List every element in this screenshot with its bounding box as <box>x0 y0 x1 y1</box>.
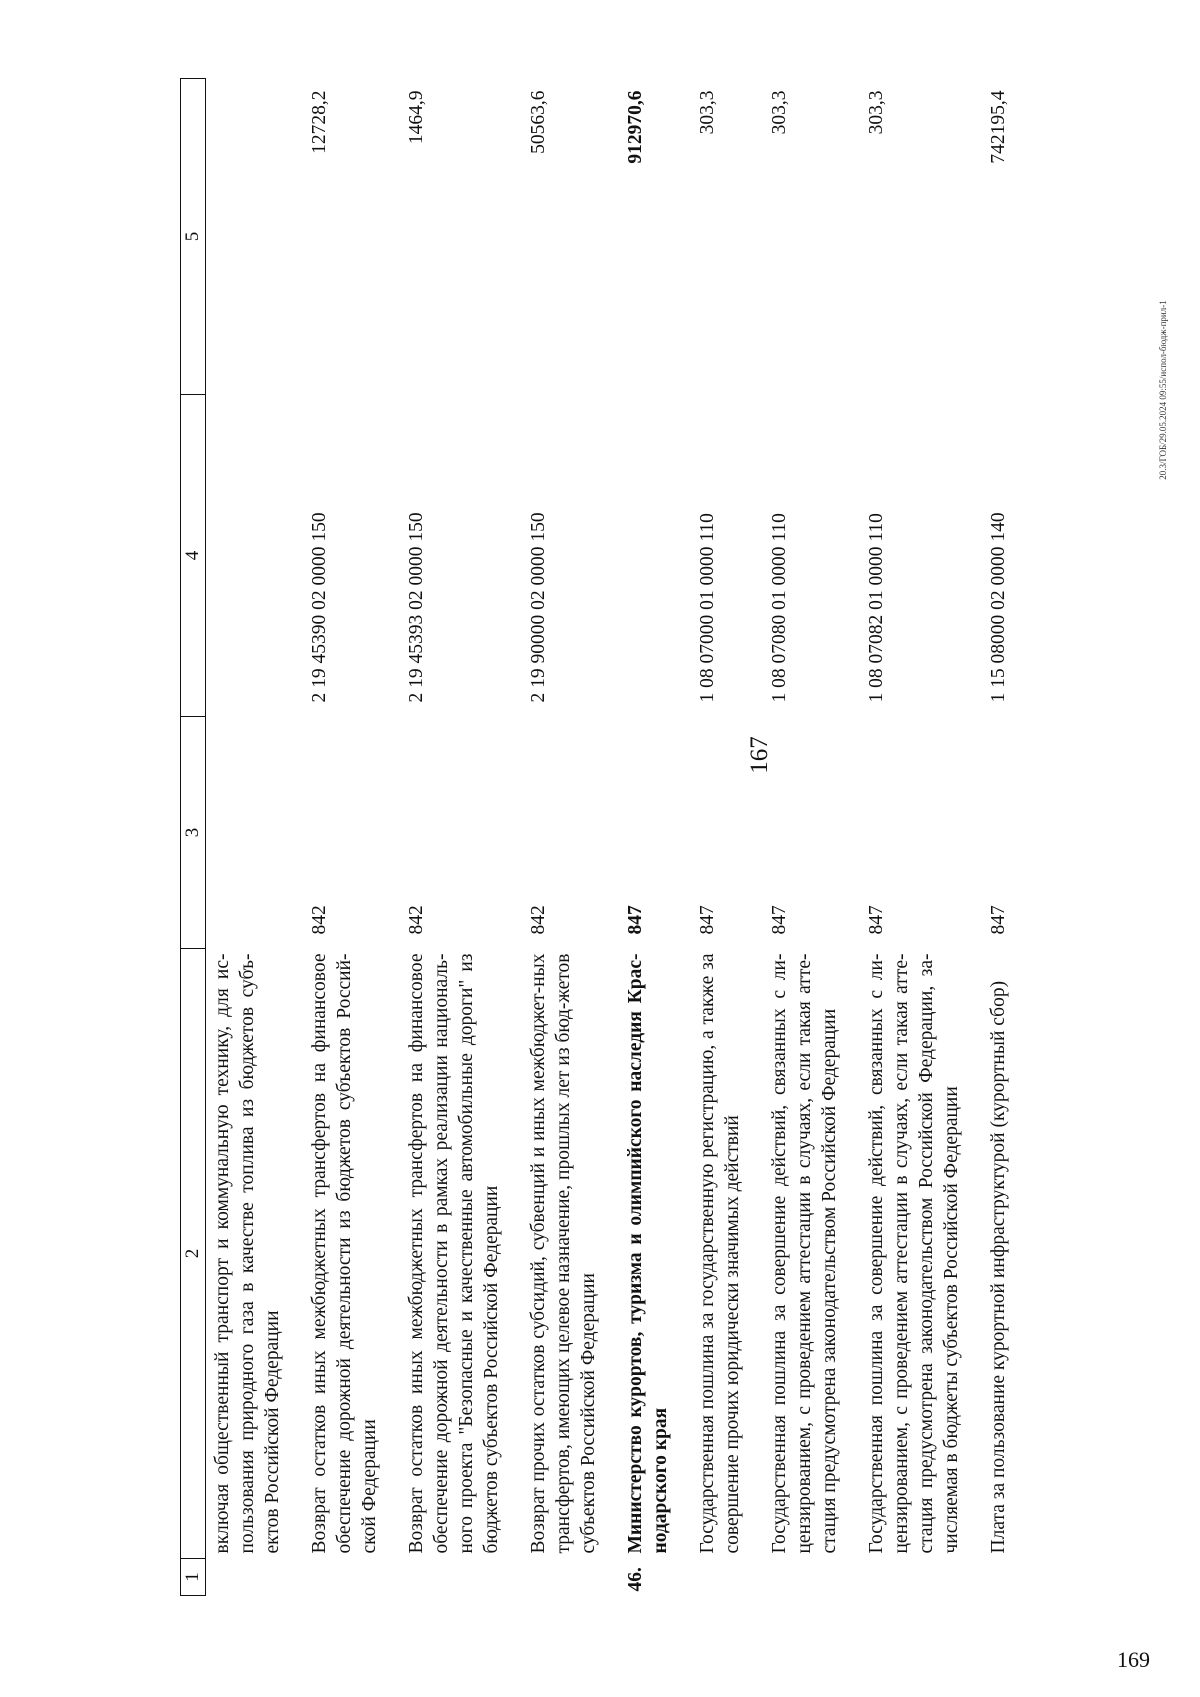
header-col-4: 4 <box>181 395 206 717</box>
row-amount: 1464,9 <box>406 90 427 145</box>
row-description: Министерство курортов, туризма и олимпийского наследия Крас-нодарского края <box>625 953 671 1554</box>
row-description: Государственная пошлина за совершение действий, связанных с ли-цензированием, с проведением аттестации в случаях, если такая атте-стация предусмотрена законодательством Российской Федерации <box>769 953 840 1554</box>
row-description: включая общественный транспорт и коммунальную технику, для ис-пользования природного газа в качестве топлива из бюджетов субъ-ектов Российской Федерации <box>212 953 283 1554</box>
row-description: Плата за пользование курортной инфраструктурой (курортный сбор) <box>988 980 1009 1554</box>
row-revenue-code: 2 19 45390 02 0000 150 <box>309 512 330 703</box>
table-row <box>394 79 516 1596</box>
table-row <box>757 79 854 1596</box>
row-description: Государственная пошлина за совершение действий, связанных с ли-цензированием, с проведением аттестации в случаях, если такая атте-стация предусмотрена законодательством Российской Федерации, за-числяемая в бюджеты субъектов Российской Федерации <box>866 953 962 1554</box>
row-description: Возврат остатков иных межбюджетных трансфертов на финансовое обеспечение дорожной деятельности в рамках реализации националь-ного проекта "Безопасные и качественные автомобильные дороги" из бюджетов субъектов Российской Федерации <box>406 953 502 1554</box>
table-row <box>854 79 976 1596</box>
row-revenue-code: 2 19 45393 02 0000 150 <box>406 512 427 703</box>
row-revenue-code: 1 15 08000 02 0000 140 <box>988 512 1009 703</box>
row-amount: 303,3 <box>866 90 887 135</box>
table-row <box>297 79 394 1596</box>
row-administrator-code <box>206 717 298 949</box>
footer-code: 20.3/ГОБ/29.05.2024 09:55/испол-бюдж-прил-1 <box>1158 300 1168 480</box>
row-administrator-code: 842 <box>309 905 330 935</box>
header-row <box>181 79 206 1596</box>
row-amount: 912970,6 <box>625 90 646 164</box>
row-number: 46. <box>625 1567 646 1592</box>
row-administrator-code: 847 <box>988 905 1009 935</box>
row-revenue-code: 1 08 07080 01 0000 110 <box>769 513 790 703</box>
row-revenue-code: 1 08 07000 01 0000 110 <box>697 513 718 703</box>
row-administrator-code: 847 <box>625 905 646 935</box>
row-revenue-code <box>206 395 298 717</box>
sheet-number: 169 <box>1117 1647 1150 1672</box>
row-number <box>757 1559 854 1596</box>
table-row <box>976 79 1023 1596</box>
row-administrator-code: 847 <box>866 905 887 935</box>
budget-table <box>180 78 1023 1596</box>
row-number <box>854 1559 976 1596</box>
row-description: Государственная пошлина за государственную регистрацию, а также за совершение прочих юридически значимых действий <box>697 953 743 1554</box>
row-revenue-code <box>613 395 685 717</box>
row-administrator-code: 847 <box>697 905 718 935</box>
row-amount: 742195,4 <box>988 90 1009 164</box>
header-col-3: 3 <box>181 717 206 949</box>
row-number <box>685 1559 757 1596</box>
header-col-1: 1 <box>181 1559 206 1596</box>
row-amount: 303,3 <box>697 90 718 135</box>
budget-table-wrapper <box>180 79 1040 1596</box>
row-amount: 303,3 <box>769 90 790 135</box>
row-number <box>976 1559 1023 1596</box>
row-revenue-code: 1 08 07082 01 0000 110 <box>866 513 887 703</box>
table-row <box>685 79 757 1596</box>
row-administrator-code: 842 <box>528 905 549 935</box>
row-amount <box>206 79 298 395</box>
header-col-5: 5 <box>181 79 206 395</box>
row-revenue-code: 2 19 90000 02 0000 150 <box>528 512 549 703</box>
row-number <box>516 1559 613 1596</box>
row-number <box>394 1559 516 1596</box>
row-amount: 50563,6 <box>528 90 549 154</box>
budget-table-rotated <box>180 79 1040 1596</box>
table-row-section-heading <box>613 79 685 1596</box>
row-description: Возврат остатков иных межбюджетных трансфертов на финансовое обеспечение дорожной деятельности из бюджетов субъектов Россий-ской Федерации <box>309 953 380 1554</box>
row-amount: 12728,2 <box>309 90 330 154</box>
page-number: 167 <box>746 736 773 774</box>
table-row <box>206 79 298 1596</box>
header-col-2: 2 <box>181 949 206 1559</box>
row-number <box>206 1559 298 1596</box>
row-number <box>297 1559 394 1596</box>
row-administrator-code: 847 <box>769 905 790 935</box>
row-administrator-code: 842 <box>406 905 427 935</box>
table-row <box>516 79 613 1596</box>
row-description: Возврат прочих остатков субсидий, субвенций и иных межбюджет-ных трансфертов, имеющих целевое назначение, прошлых лет из бюд-жетов субъектов Российской Федерации <box>528 953 599 1554</box>
